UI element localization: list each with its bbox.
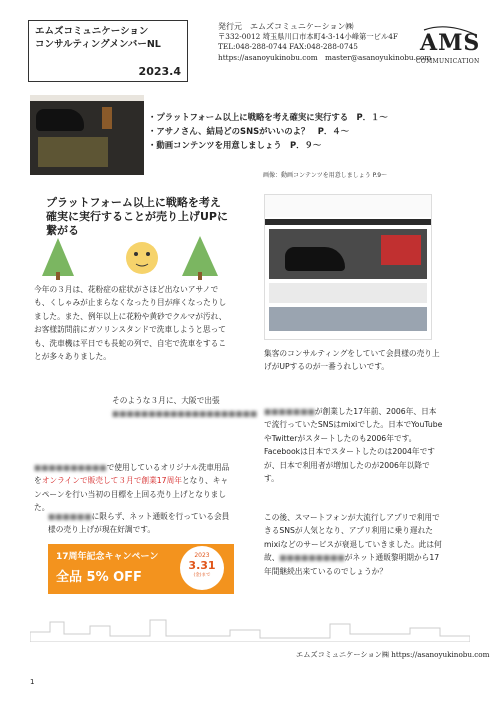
blurred-text: ■■■■■■■■■ — [279, 553, 345, 563]
image-caption: 画像：動画コンテンツを用意しましょう P.9～ — [263, 172, 388, 179]
ams-logo — [416, 24, 480, 72]
newsletter-name-line2: コンサルティングメンバーNL — [35, 39, 161, 50]
paragraph — [48, 510, 234, 537]
city-skyline-icon — [30, 612, 470, 642]
issue-date: 2023.4 — [138, 65, 181, 78]
website-screenshot — [264, 194, 432, 340]
top-photo — [30, 95, 144, 175]
newsletter-name-line1: エムズコミュニケーション — [35, 26, 149, 37]
logo-subtext: COMMUNICATION — [416, 58, 480, 65]
paragraph-text: が創業した17年前、2006年、日本で流行っていたSNSはmixiでした。日本でYouTubeやTwitterがスタートしたのも2006年です。Facebookは日本でスタートしたのは2004年ですが、日本で利用者が増加したのが2006年以降です。 — [264, 407, 443, 484]
publisher-title: 発行元 エムズコミュニケーション㈱ — [218, 22, 354, 31]
blurred-text: ■■■■■■■ — [264, 407, 315, 416]
publisher-info — [218, 22, 431, 63]
newsletter-title-box — [28, 20, 188, 82]
paragraph — [264, 511, 444, 578]
paragraph-text: で使用しているオリジナル洗車用品を — [34, 463, 230, 486]
campaign-banner — [48, 544, 234, 594]
publisher-address: 〒332-0012 埼玉県川口市本町4-3-14小峰第一ビル4F — [218, 32, 398, 42]
banner-date: 3.31 — [188, 559, 216, 572]
banner-offer: 全品 5% OFF — [56, 570, 142, 585]
toc-item: ・アサノさん、結局どのSNSがいいのよ？ P．４～ — [148, 126, 350, 136]
paragraph: 今年の３月は、花粉症の症状がさほど出ないアサノでも、くしゃみが止まらなくなったり目が痒くなったりしました。また、例年以上に花粉や黄砂でクルマが汚れ、お客様訪問前にガソリンスタンドで洗車しようと思っても、洗車機は平日でも長蛇の列で、自宅で洗車をすることが多々ありました。 — [34, 285, 227, 362]
banner-weekday: (金)まで — [193, 573, 211, 578]
publisher-telfax: TEL:048-288-0744 FAX:048-288-0745 — [218, 42, 358, 52]
paragraph-text: に限らず、ネット通販を行っている会員様の売り上げが現在好調です。 — [48, 512, 230, 535]
paragraph — [34, 461, 232, 515]
table-of-contents — [148, 110, 388, 152]
publisher-web: https://asanoyukinobu.com master@asanoyukinobu.com — [218, 52, 432, 62]
paragraph — [112, 394, 258, 421]
blurred-text: ■■■■■■ — [48, 512, 92, 521]
page-number: 1 — [30, 678, 35, 686]
footer-text: エムズコミュニケーション㈱ https://asanoyukinobu.com — [296, 650, 490, 659]
highlight-text: オンラインで販売して３月で創業17周年 — [41, 476, 182, 486]
banner-title: 17周年記念キャンペーン — [56, 552, 159, 562]
banner-year: 2023 — [194, 552, 210, 559]
paragraph — [264, 405, 444, 485]
paragraph-text: となり、キャンペーンを行い当初の目標を上回る売り上げとなりました。 — [34, 476, 229, 513]
toc-item: ・動画コンテンツを用意しましょう P．９～ — [148, 140, 322, 150]
trees-illustration-icon — [32, 232, 232, 280]
banner-date-badge — [180, 546, 224, 590]
toc-item: ・プラットフォーム以上に戦略を考え確実に実行する P．１～ — [148, 112, 388, 122]
paragraph: 集客のコンサルティングをしていて会員様の売り上げがUPするのが一番うれしいです。 — [264, 349, 440, 372]
article-headline: プラットフォーム以上に戦略を考え確実に実行することが売り上げUPに繋がる — [46, 196, 228, 237]
blurred-text: ■■■■■■■■■■ — [34, 463, 107, 472]
paragraph-text: そのような３月に、大阪で出張 — [112, 396, 220, 405]
blurred-text: ■■■■■■■■■■■■■■■■■■■■ — [112, 409, 258, 419]
paragraph-text: がネット通販黎明期から17年間継続出来ているのでしょうか？ — [264, 553, 440, 576]
paragraph-text: この後、スマートフォンが大流行しアプリで利用できるSNSが人気となり、アプリ利用に乗り遅れたmixiなどのサービスが衰退していきました。此は何故、 — [264, 513, 442, 563]
logo-text: AMS — [420, 30, 481, 56]
